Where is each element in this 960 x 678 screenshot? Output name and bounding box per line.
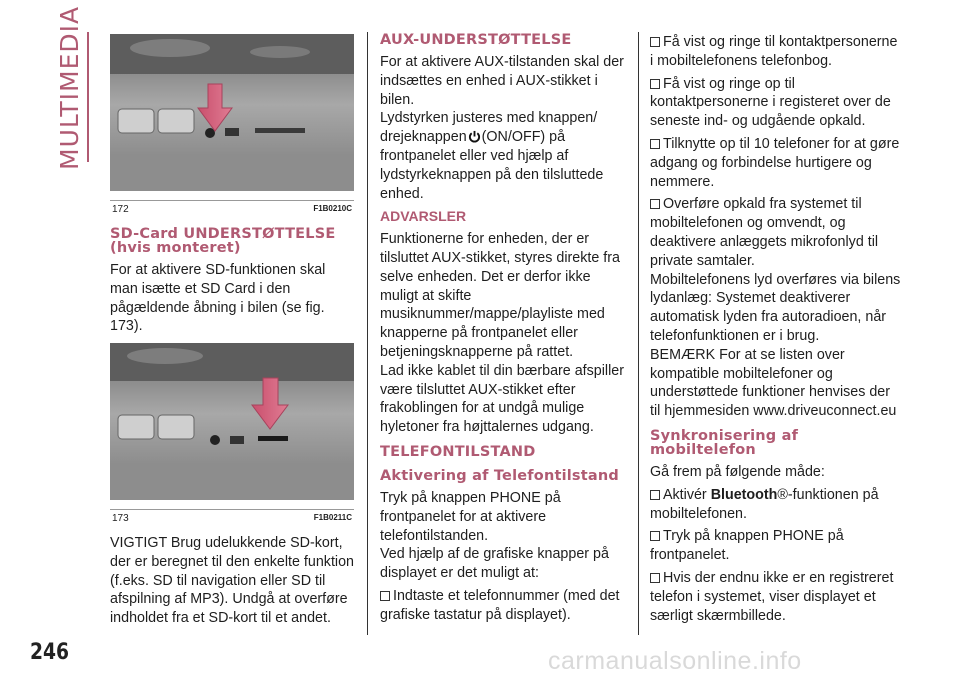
aux-text-after-icon: (ON/OFF) på frontpanelet eller ved hjælp af lydstyrkeknappen på den tilsluttede enhed. [380,129,604,202]
checkbox-bullet-icon [650,531,660,541]
aux-text-before-icon: Lydstyrken justeres med knappen/ drejeknappen [380,110,598,146]
warnings-heading: ADVARSLER [380,208,467,225]
activation-paragraph-2: Ved hjælp af de grafiske knapper på displayet er det muligt at: [380,546,609,582]
checkbox-bullet-icon [380,591,390,601]
figure-172-photo [110,34,354,191]
watermark: carmanualsonline.info [548,647,802,675]
aux-paragraph-1: For at aktivere AUX-tilstanden skal der indsættes en enhed i AUX-stikket i bilen. [380,54,624,108]
figure-code: F1B0210C [313,204,352,213]
checkbox-bullet-icon [650,199,660,209]
checkbox-bullet-icon [650,79,660,89]
figure-code: F1B0211C [313,513,352,522]
checkbox-bullet-icon [650,37,660,47]
column-1 [110,227,356,340]
warnings-paragraph-1: Funktionerne for enheden, der er tilsluttet AUX-stikket, styres direkte fra selve enheden. Det er derfor ikke muligt at skifte musiknummer/mappe/playliste med knapperne på frontpanelet eller betjeningsknapperne på rattet. [380,231,620,360]
activation-heading: Aktivering af Telefontilstand [380,467,619,484]
aux-heading: AUX-UNDERSTØTTELSE [380,32,572,48]
list-item [650,75,902,131]
section-title-rule [87,32,89,162]
list-item [650,33,902,71]
figure-173-caption [110,509,354,524]
column-2 [380,33,630,629]
checkbox-bullet-icon [650,573,660,583]
figure-172-caption [110,200,354,215]
sd-card-heading: SD-Card UNDERSTØTTELSE (hvis monteret) [110,226,336,256]
list-item-text: Tryk på knappen PHONE på frontpanelet. [650,528,844,564]
column-divider [638,32,639,635]
list-item [650,527,902,565]
section-title: MULTIMEDIA [55,5,84,170]
list-item [650,195,902,270]
aux-paragraph-2 [380,109,630,203]
list-item-text: Indtaste et telefonnummer (med det grafiske tastatur på displayet). [380,587,620,623]
audio-paragraph: Mobiltelefonens lyd overføres via bilens lydanlæg: Systemet deaktiverer automatisk lyden fra autoradioen, når telefonfunktionen er i brug. [650,271,901,344]
list-item-text: Overføre opkald fra systemet til mobiltelefonen og omvendt, og deaktivere anlæggets mikrofonlyd til private samtaler. [650,196,879,269]
note-paragraph: BEMÆRK For at se listen over kompatible mobiltelefoner og understøttede funktioner henvises der til hjemmesiden www.driveuconnect.eu [650,346,897,420]
sync-heading: Synkronisering af mobiltelefon [650,427,799,458]
important-paragraph: VIGTIGT Brug udelukkende SD-kort, der er beregnet til den enkelte funktion (f.eks. SD til navigation eller SD til afspilning af MP3). Undgå at overføre indholdet fra et SD-kort til et andet. [110,535,355,627]
column-1-lower [110,534,356,632]
list-item [650,569,902,625]
list-item [380,587,630,625]
list-item [650,135,902,191]
list-item-text: Tilknytte op til 10 telefoner for at gøre adgang og forbindelse hurtigere og nemmere. [650,135,900,190]
column-divider [367,32,368,635]
console-sd-photo [110,343,354,500]
checkbox-bullet-icon [650,139,660,149]
page-number: 246 [30,640,70,665]
list-item [650,486,902,524]
sync-paragraph: Gå frem på følgende måde: [650,463,825,480]
sd-card-paragraph: For at aktivere SD-funktionen skal man isætte et SD Card i den pågældende åbning i bilen (se fig. 173). [110,262,326,335]
figure-number: 173 [112,513,129,524]
power-button-icon [468,130,481,143]
list-item-text: Aktivér [663,486,707,503]
list-item-text: ®-funktionen på mobiltelefonen. [650,486,879,522]
list-item-text: Få vist og ringe til kontaktpersonerne i mobiltelefonens telefonbog. [650,34,898,69]
bluetooth-label: Bluetooth [710,486,778,503]
activation-paragraph-1: Tryk på knappen PHONE på frontpanelet for at aktivere telefontilstanden. [380,489,561,544]
warnings-paragraph-2: Lad ikke kablet til din bærbare afspiller være tilsluttet AUX-stikket efter frakoblingen for at undgå mulige hyletoner fra højttalernes udgang. [380,362,624,436]
list-item-text: Hvis der endnu ikke er en registreret telefon i systemet, viser displayet et særligt skærmbillede. [650,569,894,624]
figure-number: 172 [112,204,129,215]
figure-173-photo [110,343,354,500]
phone-mode-heading: TELEFONTILSTAND [380,443,536,460]
checkbox-bullet-icon [650,490,660,500]
column-3 [650,33,902,629]
console-aux-photo [110,34,354,191]
list-item-text: Få vist og ringe op til kontaktpersonerne i registeret over de seneste ind- og udgående opkald. [650,75,891,130]
